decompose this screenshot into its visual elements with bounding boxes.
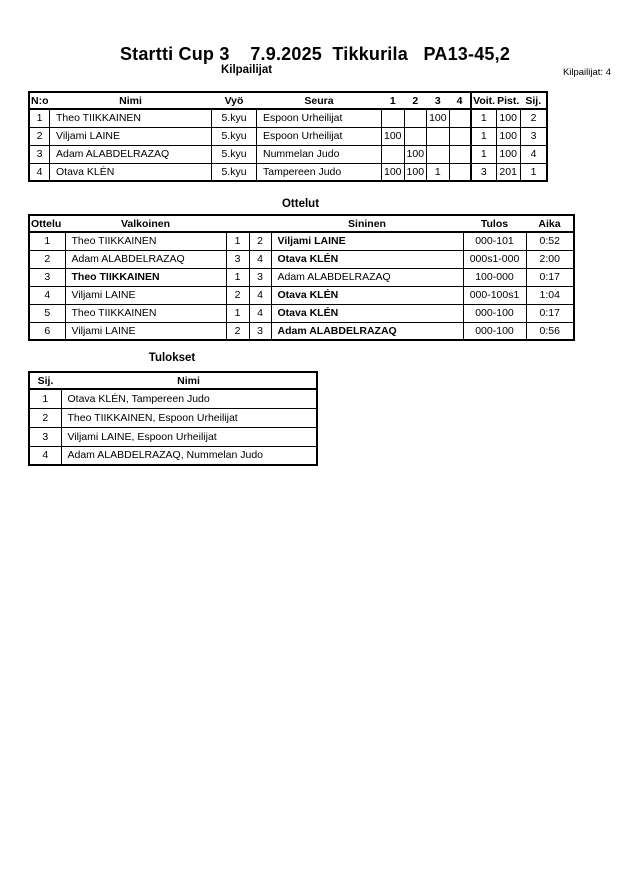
section-heading-kilpailijat: Kilpailijat (220, 64, 273, 76)
cell-tulos: 000-100 (463, 322, 526, 340)
col-header-match-3: 3 (427, 92, 450, 109)
cell-valkoinen: Theo TIIKKAINEN (65, 232, 226, 250)
col-header-tulos: Tulos (463, 215, 526, 232)
cell-nimi: Otava KLÉN (50, 163, 212, 181)
cell-match-2 (404, 127, 427, 145)
col-header-match-1: 1 (382, 92, 405, 109)
section-heading-ottelut: Ottelut (281, 198, 320, 210)
cell-seura: Espoon Urheilijat (257, 127, 382, 145)
cell-ottelu: 1 (29, 232, 65, 250)
cell-valkoinen: Viljami LAINE (65, 286, 226, 304)
table-row (29, 145, 547, 163)
cell-voit: 3 (471, 163, 496, 181)
cell-sininen: Adam ALABDELRAZAQ (271, 322, 463, 340)
cell-no: 4 (29, 163, 50, 181)
cell-match-2: 100 (404, 163, 427, 181)
cell-nimi: Viljami LAINE, Espoon Urheilijat (61, 427, 317, 446)
cell-pist: 100 (496, 145, 520, 163)
cell-sininen: Otava KLÉN (271, 304, 463, 322)
col-header-nimi: Nimi (61, 372, 317, 389)
cell-sininen: Otava KLÉN (271, 250, 463, 268)
col-header-sininen: Sininen (271, 215, 463, 232)
cell-match-3: 100 (427, 109, 450, 127)
cell-nimi: Viljami LAINE (50, 127, 212, 145)
cell-sij: 3 (520, 127, 547, 145)
cell-ottelu: 4 (29, 286, 65, 304)
cell-ottelu: 6 (29, 322, 65, 340)
cell-valkoinen-no: 1 (226, 304, 249, 322)
cell-pist: 100 (496, 127, 520, 145)
ottelut-table (28, 214, 575, 341)
cell-aika: 0:52 (526, 232, 574, 250)
cell-sij: 2 (29, 408, 61, 427)
table-row (29, 389, 317, 408)
cell-sininen: Adam ALABDELRAZAQ (271, 268, 463, 286)
cell-vyo: 5.kyu (212, 163, 257, 181)
tulokset-table (28, 371, 318, 466)
col-header-valkoinen-no (226, 215, 249, 232)
cell-seura: Espoon Urheilijat (257, 109, 382, 127)
header-row (29, 92, 547, 109)
cell-sij: 4 (520, 145, 547, 163)
cell-ottelu: 3 (29, 268, 65, 286)
cell-aika: 0:56 (526, 322, 574, 340)
col-header-valkoinen: Valkoinen (65, 215, 226, 232)
table-row (29, 163, 547, 181)
cell-sininen: Viljami LAINE (271, 232, 463, 250)
cell-seura: Nummelan Judo (257, 145, 382, 163)
cell-sij: 1 (29, 389, 61, 408)
cell-valkoinen-no: 2 (226, 322, 249, 340)
cell-pist: 100 (496, 109, 520, 127)
cell-sininen-no: 4 (249, 250, 271, 268)
cell-match-1 (382, 109, 405, 127)
section-heading-tulokset: Tulokset (148, 352, 196, 364)
table-row (29, 109, 547, 127)
col-header-seura: Seura (257, 92, 382, 109)
col-header-vyo: Vyö (212, 92, 257, 109)
col-header-aika: Aika (526, 215, 574, 232)
col-header-sij: Sij. (520, 92, 547, 109)
cell-aika: 0:17 (526, 268, 574, 286)
cell-tulos: 000-100s1 (463, 286, 526, 304)
cell-no: 3 (29, 145, 50, 163)
cell-sininen: Otava KLÉN (271, 286, 463, 304)
col-header-nimi: Nimi (50, 92, 212, 109)
col-header-no: N:o (29, 92, 50, 109)
cell-sininen-no: 3 (249, 322, 271, 340)
cell-tulos: 000-101 (463, 232, 526, 250)
cell-tulos: 000-100 (463, 304, 526, 322)
cell-no: 2 (29, 127, 50, 145)
cell-aika: 2:00 (526, 250, 574, 268)
cell-match-1: 100 (382, 163, 405, 181)
col-header-voit: Voit. (471, 92, 496, 109)
table-row (29, 322, 574, 340)
col-header-ottelu: Ottelu (29, 215, 65, 232)
cell-tulos: 100-000 (463, 268, 526, 286)
cell-nimi: Theo TIIKKAINEN, Espoon Urheilijat (61, 408, 317, 427)
table-row (29, 286, 574, 304)
cell-aika: 0:17 (526, 304, 574, 322)
cell-match-2: 100 (404, 145, 427, 163)
cell-sij: 1 (520, 163, 547, 181)
kilpailijat-table (28, 91, 548, 182)
cell-voit: 1 (471, 145, 496, 163)
col-header-sij: Sij. (29, 372, 61, 389)
cell-vyo: 5.kyu (212, 145, 257, 163)
cell-valkoinen: Theo TIIKKAINEN (65, 304, 226, 322)
page-title: Startti Cup 3 7.9.2025 Tikkurila PA13-45,2 (119, 44, 511, 64)
col-header-match-2: 2 (404, 92, 427, 109)
header-row (29, 372, 317, 389)
table-row (29, 250, 574, 268)
cell-voit: 1 (471, 127, 496, 145)
table-row (29, 408, 317, 427)
cell-valkoinen: Theo TIIKKAINEN (65, 268, 226, 286)
cell-sininen-no: 4 (249, 304, 271, 322)
cell-ottelu: 5 (29, 304, 65, 322)
cell-match-3: 1 (427, 163, 450, 181)
cell-sininen-no: 3 (249, 268, 271, 286)
table-row (29, 268, 574, 286)
cell-sininen-no: 4 (249, 286, 271, 304)
cell-match-4 (449, 163, 471, 181)
cell-voit: 1 (471, 109, 496, 127)
cell-match-4 (449, 127, 471, 145)
cell-valkoinen-no: 2 (226, 286, 249, 304)
cell-valkoinen-no: 1 (226, 268, 249, 286)
cell-nimi: Adam ALABDELRAZAQ, Nummelan Judo (61, 446, 317, 465)
table-row (29, 304, 574, 322)
cell-match-1: 100 (382, 127, 405, 145)
cell-valkoinen: Adam ALABDELRAZAQ (65, 250, 226, 268)
cell-match-1 (382, 145, 405, 163)
cell-sininen-no: 2 (249, 232, 271, 250)
competitors-count: Kilpailijat: 4 (562, 67, 611, 78)
cell-valkoinen: Viljami LAINE (65, 322, 226, 340)
table-row (29, 446, 317, 465)
table-row (29, 232, 574, 250)
cell-match-2 (404, 109, 427, 127)
cell-match-3 (427, 145, 450, 163)
cell-ottelu: 2 (29, 250, 65, 268)
cell-nimi: Adam ALABDELRAZAQ (50, 145, 212, 163)
cell-nimi: Otava KLÉN, Tampereen Judo (61, 389, 317, 408)
cell-valkoinen-no: 1 (226, 232, 249, 250)
cell-pist: 201 (496, 163, 520, 181)
col-header-match-4: 4 (449, 92, 471, 109)
cell-sij: 4 (29, 446, 61, 465)
cell-valkoinen-no: 3 (226, 250, 249, 268)
cell-match-4 (449, 109, 471, 127)
cell-match-4 (449, 145, 471, 163)
header-row (29, 215, 574, 232)
cell-tulos: 000s1-000 (463, 250, 526, 268)
cell-vyo: 5.kyu (212, 127, 257, 145)
col-header-pist: Pist. (496, 92, 520, 109)
cell-vyo: 5.kyu (212, 109, 257, 127)
table-row (29, 127, 547, 145)
cell-no: 1 (29, 109, 50, 127)
col-header-sininen-no (249, 215, 271, 232)
cell-seura: Tampereen Judo (257, 163, 382, 181)
cell-nimi: Theo TIIKKAINEN (50, 109, 212, 127)
cell-aika: 1:04 (526, 286, 574, 304)
table-row (29, 427, 317, 446)
cell-sij: 3 (29, 427, 61, 446)
cell-sij: 2 (520, 109, 547, 127)
cell-match-3 (427, 127, 450, 145)
